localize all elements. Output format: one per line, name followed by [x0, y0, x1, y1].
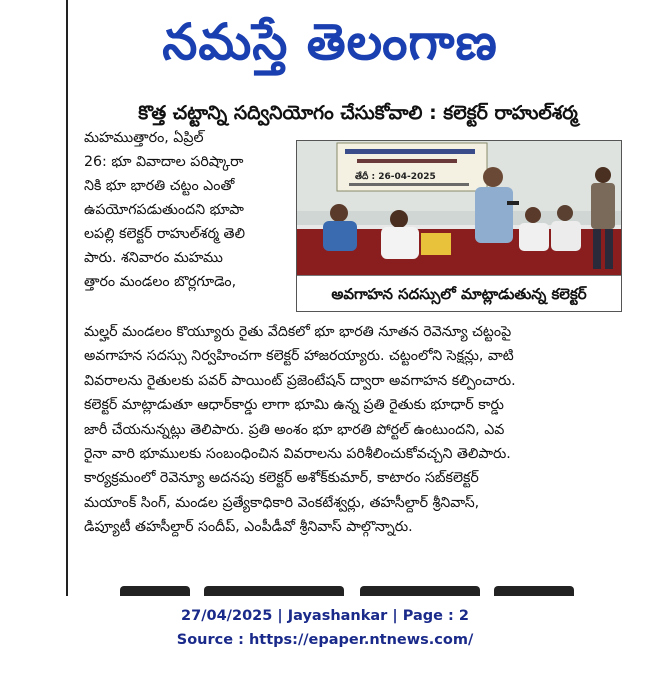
body-line: కార్యక్రమంలో రెవెన్యూ అదనపు కలెక్టర్ అశోక్‌కుమార్, కాటారం సబ్‌కలెక్టర్ — [84, 470, 479, 487]
footer-source: Source : https://epaper.ntnews.com/ — [176, 632, 474, 648]
banner-date-text: తేదీ : 26-04-2025 — [355, 172, 436, 182]
cut-off-next-headline — [84, 584, 584, 596]
column-line: పారు. శనివారం మహము — [84, 250, 223, 266]
clipping-footer — [0, 604, 650, 652]
body-line: మల్హర్ మండలం కొయ్యూరు రైతు వేదికలో భూ భారతి నూతన రెవెన్యూ చట్టంపై — [84, 324, 512, 340]
body-line: మయాంక్ సింగ్, మండల ప్రత్యేకాధికారి వెంకటేశ్వర్లు, తహసీల్దార్ శ్రీనివాస్, — [84, 494, 480, 511]
newspaper-masthead: నమస్తే తెలంగాణ — [162, 13, 498, 71]
column-line: లపల్లి కలెక్టర్ రాహుల్‌శర్మ తెలి — [84, 226, 245, 242]
body-line: అవగాహన సదస్సు నిర్వహించగా కలెక్టర్ హాజరయ్యారు. చట్టంలోని సెక్షన్లు, వాటి — [84, 348, 514, 365]
article-photo — [296, 140, 622, 312]
column-line: త్తారం మండలం బొర్లగూడెం, — [84, 274, 237, 290]
article-headline: కొత్త చట్టాన్ని సద్వినియోగం చేసుకోవాలి : కలెక్టర్ రాహుల్‌శర్మ — [138, 102, 578, 124]
column-line: ఉపయోగపడుతుందని భూపా — [84, 202, 244, 218]
article-body-text — [84, 320, 624, 540]
body-line: కలెక్టర్ మాట్లాడుతూ ఆధార్‌కార్డు లాగా భూమి ఉన్న ప్రతి రైతుకు భూధార్ కార్డు — [84, 397, 504, 414]
body-line: డిప్యూటీ తహసీల్దార్ సందీప్, ఎంపీడీవో శ్రీనివాస్ పాల్గొన్నారు. — [84, 519, 413, 536]
photo-caption: అవగాహన సదస్సులో మాట్లాడుతున్న కలెక్టర్ — [297, 275, 621, 312]
column-line: మహముత్తారం, ఏప్రిల్ — [84, 130, 204, 146]
column-line: 26: భూ వివాదాల పరిష్కారా — [84, 154, 244, 170]
body-line: రైనా వారి భూములకు సంబంధించిన వివరాలను పరిశీలించుకోవచ్చని తెలిపారు. — [84, 446, 511, 463]
body-line: జారీ చేయనున్నట్లు తెలిపారు. ప్రతి అంశం భూ భారతి పోర్టల్ ఉంటుందని, ఎవ — [84, 421, 505, 438]
body-line: వివరాలను రైతులకు పవర్ పాయింట్ ప్రజెంటేషన్ ద్వారా అవగాహన కల్పించారు. — [84, 372, 516, 389]
article-column-text — [84, 126, 288, 294]
photo-scene — [297, 141, 621, 275]
column-line: నికి భూ భారతి చట్టం ఎంతో — [84, 178, 235, 194]
footer-date-edition: 27/04/2025 | Jayashankar | Page : 2 — [181, 608, 469, 624]
